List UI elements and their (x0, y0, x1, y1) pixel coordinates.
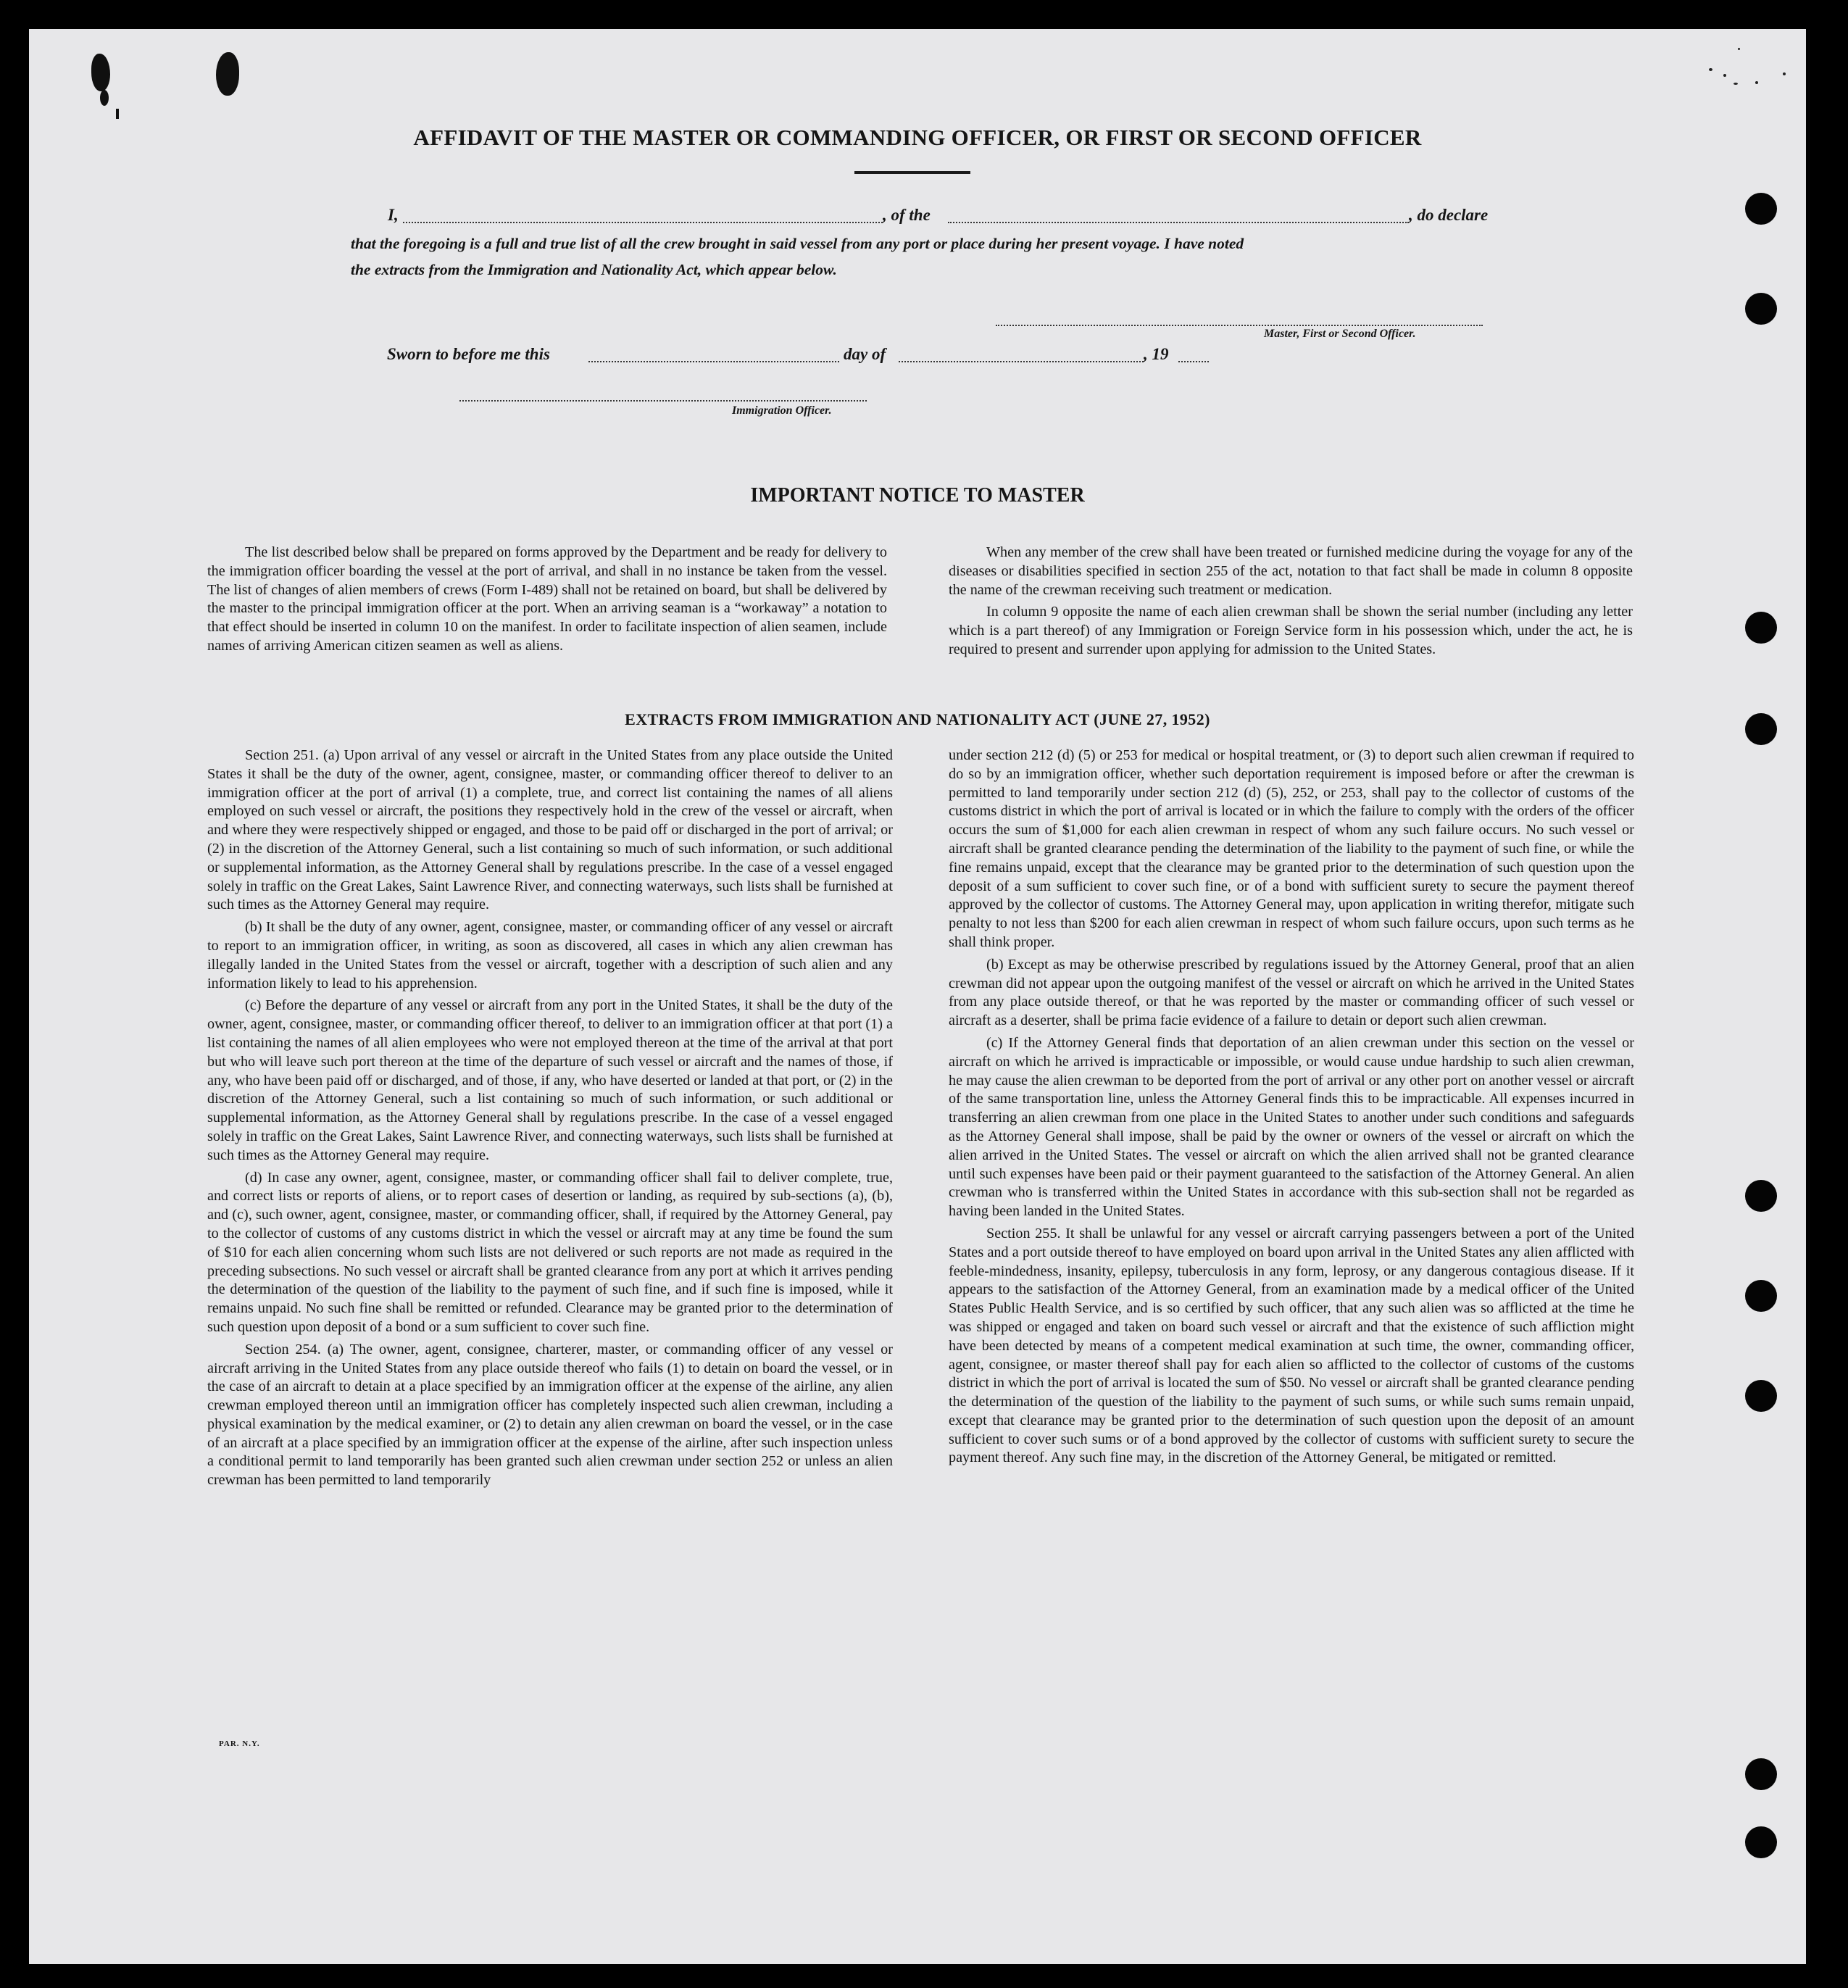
notice-left-column (207, 544, 887, 660)
dust-speck (1738, 48, 1740, 50)
binder-hole (1745, 612, 1777, 644)
notice-paragraph: The list described below shall be prepared on forms approved by the Department and be ready for delivery to the immigration officer boarding the vessel at the port of arrival, and shall in no instance be taken from the vessel. The list of changes of alien members of crews (Form I-489) shall not be retained on board, but shall be delivered by the master to the principal immigration officer at the port. When an arriving seaman is a “workaway” a notation to that effect should be inserted in column 10 on the manifest. In order to facilitate inspection of alien seamen, include names of arriving American citizen seamen as well as aliens. (207, 544, 887, 654)
extracts-left-column (207, 746, 893, 1494)
dust-speck (1709, 68, 1712, 71)
notice-paragraph: When any member of the crew shall have been treated or furnished medicine during the voyage for any of the diseases or disabilities specified in section 255 of the act, notation to that fact shall be made in column 8 opposite the name of the crewman receiving such treatment or medication. (949, 544, 1633, 598)
master-signature-caption: Master, First or Second Officer. (1264, 328, 1416, 340)
binder-hole (1745, 193, 1777, 225)
ink-blot-mark (216, 52, 239, 96)
signature-blank-line (996, 325, 1483, 326)
sworn-label: Sworn to before me this (387, 345, 550, 363)
statute-paragraph: under section 212 (d) (5) or 253 for medical or hospital treatment, or (3) to deport such alien crewman if required to do so by an immigration officer, whether such deportation requirement is imposed before or after the crewman is permitted to land temporarily under section 212 (d) (5), 252, or 253, shall pay to the collector of customs of the customs district in which the port of arrival is located or in which the failure to comply with the orders of the officer occurs the sum of $1,000 for each alien crewman in respect of whom any such failure occurs. No such vessel or aircraft shall be granted clearance pending the determination of the liability to the payment of such fine, or while the fine remains unpaid, except that the clearance may be granted prior to the determination of such question upon the deposit of a sum sufficient to cover such fine, or of a bond with sufficient surety to secure the payment thereof approved by the collector of customs. The Attorney General may, upon application in writing therefor, mitigate such penalty to not less than $200 for each alien crewman in respect of whom such failure occurs, upon such terms as he shall think proper. (949, 747, 1634, 950)
declare-i-label: I, (388, 206, 399, 224)
statute-paragraph: (c) If the Attorney General finds that deportation of an alien crewman under this section on the vessel or aircraft on which he arrived is impracticable or impossible, or would cause undue hardship to such alien crewman, he may cause the alien crewman to be deported from the port of arrival or any other port on another vessel or aircraft of the same transportation line, unless the Attorney General finds this to be impracticable. All expenses incurred in transferring an alien crewman from one place in the United States to another under such conditions and safeguards as the Attorney General shall impose, shall be paid by the owner or owners of the vessel or aircraft on which the alien arrived in the United States. The vessel or aircraft on which the alien arrived shall not be granted clearance until such expenses have been paid or their payment guaranteed to the satisfaction of the Attorney General. An alien crewman who is transferred within the United States in accordance with this sub-section shall not be regarded as having been landed in the United States. (949, 1034, 1634, 1220)
extracts-right-column (949, 746, 1634, 1471)
statute-paragraph: (b) Except as may be otherwise prescribed by regulations issued by the Attorney General, proof that an alien crewman did not appear upon the outgoing manifest of the vessel or aircraft on which he arrived in the United States from any place outside thereof, or that he was reported by the master or commanding officer of such vessel or aircraft as a deserter, shall be prima facie evidence of a failure to detain or deport such alien crewman. (949, 956, 1634, 1029)
name-blank-line (403, 222, 883, 223)
day-of-label: day of (844, 345, 886, 363)
month-blank-line (899, 361, 1144, 362)
statute-paragraph: Section 254. (a) The owner, agent, consignee, charterer, master, or commanding officer of any vessel or aircraft arriving in the United States from any place outside thereof who fails (1) to detain on board the vessel, or in the case of an aircraft to detain at a place specified by an immigration officer at the expense of the airline, any alien crewman employed thereon until an immigration officer has completely inspected such alien crewman, including a physical examination by the medical examiner, or (2) to detain any alien crewman on board the vessel, or in the case of an aircraft at a place specified by an immigration officer at the expense of the airline, after such inspection unless a conditional permit to land temporarily has been granted such alien crewman under section 252 or unless an alien crewman has been permitted to land temporarily (207, 1341, 893, 1489)
statute-paragraph: (d) In case any owner, agent, consignee, master, or commanding officer shall fail to deliver complete, true, and correct lists or reports of aliens, or to report cases of desertion or landing, as required by sub-sections (a), (b), and (c), such owner, agent, consignee, master, or commanding officer, shall, if required by the Attorney General, pay to the collector of customs of any customs district in which the vessel or aircraft may at any time be found the sum of $10 for each alien concerning whom such lists are not delivered or such reports are not made as required in the preceding subsections. No such vessel or aircraft shall be granted clearance from any port at which it arrives pending the determination of the question of the liability to the payment of such fine, and if such fine is imposed, while it remains unpaid. No such fine shall be remitted or refunded. Clearance may be granted prior to the determination of such question upon deposit of a bond or a sum sufficient to cover such fine. (207, 1169, 893, 1335)
binder-hole (1745, 293, 1777, 325)
binder-hole (1745, 1380, 1777, 1412)
year-blank-line (1178, 361, 1209, 362)
binder-hole (1745, 1758, 1777, 1790)
binder-hole (1745, 1826, 1777, 1858)
ink-blot-mark (91, 54, 110, 91)
notice-paragraph: In column 9 opposite the name of each alien crewman shall be shown the serial number (including any letter which is a part thereof) of any Immigration or Foreign Service form in his possession which, under the act, he is required to present and surrender upon applying for admission to the United States. (949, 604, 1633, 657)
statute-paragraph: (c) Before the departure of any vessel or aircraft from any port in the United States, it shall be the duty of the owner, agent, consignee, master, or commanding officer thereof, to deliver to an immigration officer at that port (1) a list containing the names of all alien employees who were not employed thereon at the time of the arrival at that port but who will leave such port thereon at the time of the departure of such vessel or aircraft and the names of those, if any, who have been paid off or discharged, and of those, if any, who have deserted or landed at that port, or (2) in the discretion of the Attorney General, such a list containing so much of such information, or such additional or supplemental information, as the Attorney General shall by regulations prescribe. In the case of a vessel engaged solely in traffic on the Great Lakes, Saint Lawrence River, and connecting waterways, such lists shall be furnished at such times as the Attorney General may require. (207, 997, 893, 1163)
immigration-officer-caption: Immigration Officer. (732, 404, 832, 417)
ink-blot-mark (116, 109, 119, 119)
ink-blot-mark (100, 90, 109, 106)
affidavit-title: AFFIDAVIT OF THE MASTER OR COMMANDING OFFICER, OR FIRST OR SECOND OFFICER (413, 125, 1422, 150)
day-blank-line (588, 361, 839, 362)
year-label: , 19 (1144, 345, 1169, 363)
dust-speck (1723, 74, 1726, 77)
title-rule (854, 171, 970, 174)
document-page (29, 29, 1806, 1964)
statute-paragraph: Section 251. (a) Upon arrival of any vessel or aircraft in the United States from any place outside the United States it shall be the duty of the owner, agent, consignee, master, or commanding officer thereof to deliver to an immigration officer at the port of arrival (1) a complete, true, and correct list containing the names of all aliens employed on such vessel or aircraft, the positions they respectively hold in the crew of the vessel or aircraft, when and where they were respectively shipped or engaged, and those to be paid off or discharged in the port of arrival; or (2) in the discretion of the Attorney General, such a list containing so much of such information, or such additional or supplemental information, as the Attorney General shall by regulations prescribe. In the case of a vessel engaged solely in traffic on the Great Lakes, Saint Lawrence River, and connecting waterways, such lists shall be furnished at such times as the Attorney General may require. (207, 747, 893, 913)
dust-speck (1733, 83, 1738, 85)
notice-right-column (949, 544, 1633, 663)
dust-speck (1755, 81, 1758, 84)
statute-paragraph: (b) It shall be the duty of any owner, agent, consignee, master, or commanding officer of any vessel or aircraft to report to an immigration officer, in writing, as soon as discovered, all cases in which any alien crewman has illegally landed in the United States from the vessel or aircraft, together with a description of such alien and any information likely to lead to his apprehension. (207, 919, 893, 991)
printer-mark: PAR. N.Y. (219, 1739, 260, 1748)
vessel-blank-line (948, 222, 1409, 223)
notice-title: IMPORTANT NOTICE TO MASTER (750, 484, 1085, 507)
affidavit-statement-line: that the foregoing is a full and true list of all the crew brought in said vessel from any port or place during her present voyage. I have noted (351, 235, 1244, 252)
officer-signature-line (459, 400, 867, 402)
binder-hole (1745, 1280, 1777, 1312)
of-the-label: , of the (883, 206, 931, 224)
binder-hole (1745, 1180, 1777, 1212)
extracts-title: EXTRACTS FROM IMMIGRATION AND NATIONALITY ACT (JUNE 27, 1952) (625, 710, 1210, 728)
statute-paragraph: Section 255. It shall be unlawful for any vessel or aircraft carrying passengers between a port of the United States and a port outside thereof to have employed on board upon arrival in the United States any alien afflicted with feeble-mindedness, insanity, epilepsy, tuberculosis in any form, leprosy, or any dangerous contagious disease. If it appears to the satisfaction of the Attorney General, from an examination made by a medical officer of the United States Public Health Service, and is so certified by such officer, that any such alien was so afflicted at the time he was shipped or engaged and taken on board such vessel or aircraft and that the existence of such affliction might have been detected by means of a competent medical examination at such time, the owner, commanding officer, agent, consignee, or master thereof shall pay for each alien so afflicted to the collector of customs of the customs district in which the port of arrival is located the sum of $50. No vessel or aircraft shall be granted clearance pending the determination of the question of the liability to the payment of such sums, or while such sums remain unpaid, except that clearance may be granted prior to the determination of such question upon the deposit of an amount sufficient to cover such sums or of a bond approved by the collector of customs with sufficient surety to secure the payment thereof. Any such fine may, in the discretion of the Attorney General, be mitigated or remitted. (949, 1225, 1634, 1466)
affidavit-statement-line: the extracts from the Immigration and Nationality Act, which appear below. (351, 261, 837, 278)
do-declare-label: , do declare (1409, 206, 1489, 224)
dust-speck (1783, 72, 1786, 75)
